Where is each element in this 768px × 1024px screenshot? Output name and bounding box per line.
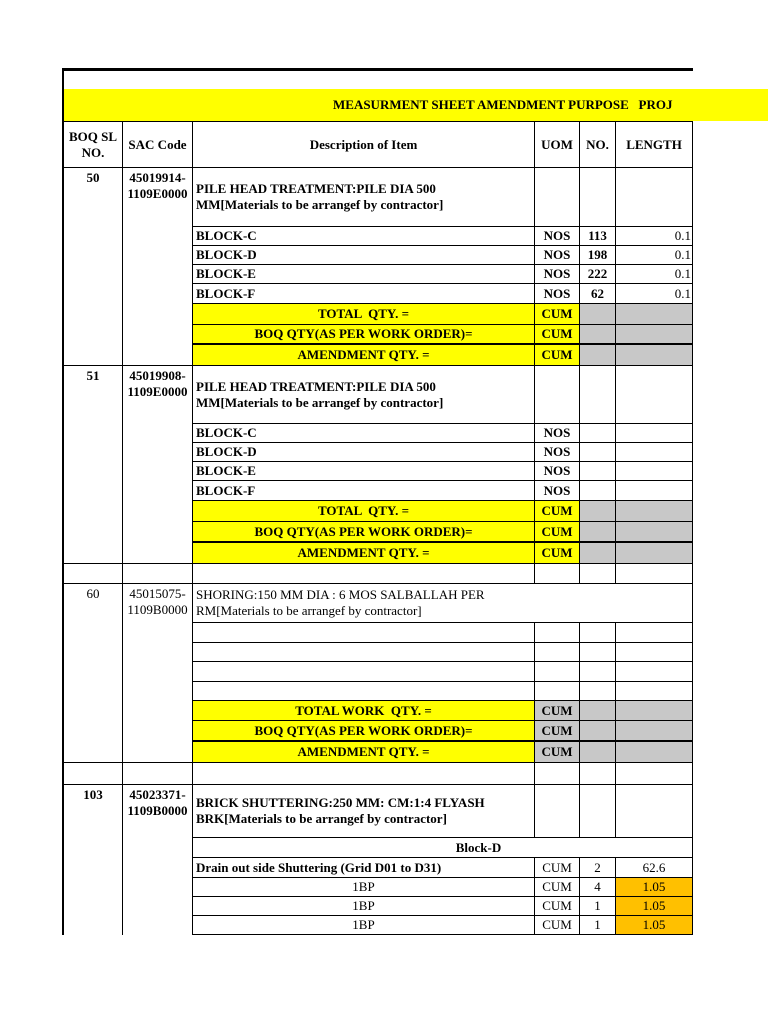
line-description-cell: 1BP [193, 897, 535, 916]
empty-cell [193, 662, 535, 682]
no-cell [580, 462, 616, 481]
empty-cell [580, 623, 616, 643]
summary-label-cell: BOQ QTY(AS PER WORK ORDER)= [193, 325, 535, 345]
empty-cell [616, 543, 693, 564]
empty-cell [616, 304, 693, 325]
boq-sl-no-cell: 51 [62, 366, 123, 564]
sac-code-cell: 45019914- 1109E0000 [123, 168, 193, 366]
summary-uom-cell: CUM [535, 325, 580, 345]
empty-cell [580, 304, 616, 325]
length-cell: 0.1 [616, 227, 693, 246]
uom-cell: CUM [535, 858, 580, 878]
summary-uom-cell: CUM [535, 543, 580, 564]
summary-label-cell: AMENDMENT QTY. = [193, 345, 535, 366]
empty-cell [616, 366, 693, 424]
empty-cell [580, 742, 616, 763]
summary-uom-cell: CUM [535, 721, 580, 742]
no-cell: 62 [580, 284, 616, 304]
empty-cell [535, 785, 580, 838]
length-cell [616, 462, 693, 481]
header-no: NO. [580, 121, 616, 168]
empty-cell [580, 701, 616, 721]
empty-cell [62, 763, 123, 785]
header-length: LENGTH [616, 121, 693, 168]
uom-cell: CUM [535, 916, 580, 935]
summary-uom-cell: CUM [535, 522, 580, 543]
empty-cell [616, 522, 693, 543]
empty-cell [616, 623, 693, 643]
header-uom: UOM [535, 121, 580, 168]
length-cell: 1.05 [616, 878, 693, 897]
summary-label-cell: AMENDMENT QTY. = [193, 543, 535, 564]
length-cell [616, 481, 693, 501]
empty-cell [616, 785, 693, 838]
line-description-cell: BLOCK-C [193, 227, 535, 246]
empty-cell [580, 522, 616, 543]
uom-cell: NOS [535, 462, 580, 481]
uom-cell: NOS [535, 424, 580, 443]
empty-cell [580, 721, 616, 742]
empty-cell [580, 345, 616, 366]
group-heading-cell: Block-D [193, 838, 693, 858]
line-description-cell: BLOCK-C [193, 424, 535, 443]
empty-cell [535, 564, 580, 584]
empty-cell [580, 763, 616, 785]
empty-cell [580, 785, 616, 838]
empty-cell [193, 643, 535, 662]
summary-uom-cell: CUM [535, 701, 580, 721]
empty-cell [616, 564, 693, 584]
empty-cell [616, 643, 693, 662]
line-description-cell: BLOCK-E [193, 265, 535, 284]
boq-sl-no-cell: 60 [62, 584, 123, 763]
empty-cell [193, 763, 535, 785]
uom-cell: CUM [535, 878, 580, 897]
empty-cell [616, 662, 693, 682]
item-description-cell: PILE HEAD TREATMENT:PILE DIA 500 MM[Materials to be arrangef by contractor] [193, 168, 535, 227]
header-description: Description of Item [193, 121, 535, 168]
length-cell: 1.05 [616, 897, 693, 916]
sheet-top-border [62, 68, 693, 89]
empty-cell [535, 168, 580, 227]
line-description-cell: BLOCK-E [193, 462, 535, 481]
empty-cell [535, 682, 580, 701]
line-description-cell: BLOCK-F [193, 284, 535, 304]
line-description-cell: 1BP [193, 878, 535, 897]
empty-cell [616, 325, 693, 345]
line-description-cell: Drain out side Shuttering (Grid D01 to D31) [193, 858, 535, 878]
empty-cell [580, 366, 616, 424]
line-description-cell: BLOCK-F [193, 481, 535, 501]
summary-label-cell: TOTAL QTY. = [193, 501, 535, 522]
empty-cell [193, 623, 535, 643]
summary-uom-cell: CUM [535, 742, 580, 763]
uom-cell: NOS [535, 265, 580, 284]
uom-cell: NOS [535, 284, 580, 304]
length-cell [616, 443, 693, 462]
item-description-cell: BRICK SHUTTERING:250 MM: CM:1:4 FLYASH BRK[Materials to be arrangef by contractor] [193, 785, 535, 838]
length-cell [616, 424, 693, 443]
item-description-cell: PILE HEAD TREATMENT:PILE DIA 500 MM[Materials to be arrangef by contractor] [193, 366, 535, 424]
summary-uom-cell: CUM [535, 345, 580, 366]
header-sac-code: SAC Code [123, 121, 193, 168]
empty-cell [123, 564, 193, 584]
empty-cell [62, 564, 123, 584]
empty-cell [616, 345, 693, 366]
empty-cell [535, 662, 580, 682]
length-cell: 62.6 [616, 858, 693, 878]
no-cell: 198 [580, 246, 616, 265]
length-cell: 1.05 [616, 916, 693, 935]
boq-sl-no-cell: 50 [62, 168, 123, 366]
empty-cell [580, 662, 616, 682]
no-cell: 1 [580, 897, 616, 916]
boq-sl-no-cell: 103 [62, 785, 123, 935]
line-description-cell: BLOCK-D [193, 443, 535, 462]
uom-cell: NOS [535, 227, 580, 246]
uom-cell: NOS [535, 481, 580, 501]
no-cell: 1 [580, 916, 616, 935]
empty-cell [535, 623, 580, 643]
uom-cell: NOS [535, 246, 580, 265]
empty-cell [616, 763, 693, 785]
no-cell: 2 [580, 858, 616, 878]
no-cell [580, 443, 616, 462]
summary-uom-cell: CUM [535, 501, 580, 522]
empty-cell [580, 543, 616, 564]
sac-code-cell: 45019908- 1109E0000 [123, 366, 193, 564]
empty-cell [616, 701, 693, 721]
empty-cell [616, 721, 693, 742]
uom-cell: CUM [535, 897, 580, 916]
empty-cell [580, 682, 616, 701]
no-cell [580, 481, 616, 501]
uom-cell: NOS [535, 443, 580, 462]
summary-uom-cell: CUM [535, 304, 580, 325]
empty-cell [580, 564, 616, 584]
empty-cell [580, 168, 616, 227]
no-cell: 222 [580, 265, 616, 284]
header-boq-sl-no: BOQ SL NO. [62, 121, 123, 168]
length-cell: 0.1 [616, 246, 693, 265]
empty-cell [193, 682, 535, 701]
no-cell: 113 [580, 227, 616, 246]
empty-cell [616, 742, 693, 763]
empty-cell [580, 501, 616, 522]
no-cell [580, 424, 616, 443]
item-description-cell: SHORING:150 MM DIA : 6 MOS SALBALLAH PER RM[Materials to be arrangef by contractor] [193, 584, 693, 623]
empty-cell [580, 643, 616, 662]
empty-cell [535, 763, 580, 785]
summary-label-cell: BOQ QTY(AS PER WORK ORDER)= [193, 522, 535, 543]
summary-label-cell: TOTAL WORK QTY. = [193, 701, 535, 721]
empty-cell [616, 501, 693, 522]
sac-code-cell: 45023371- 1109B0000 [123, 785, 193, 935]
empty-cell [535, 643, 580, 662]
empty-cell [616, 682, 693, 701]
summary-label-cell: BOQ QTY(AS PER WORK ORDER)= [193, 721, 535, 742]
line-description-cell: BLOCK-D [193, 246, 535, 265]
empty-cell [580, 325, 616, 345]
measurement-sheet-table [62, 121, 693, 935]
empty-cell [123, 763, 193, 785]
summary-label-cell: TOTAL QTY. = [193, 304, 535, 325]
empty-cell [193, 564, 535, 584]
empty-cell [616, 168, 693, 227]
no-cell: 4 [580, 878, 616, 897]
sheet-title: MEASURMENT SHEET AMENDMENT PURPOSE PROJ [333, 97, 673, 112]
length-cell: 0.1 [616, 265, 693, 284]
sheet-title-bar [62, 89, 768, 121]
summary-label-cell: AMENDMENT QTY. = [193, 742, 535, 763]
length-cell: 0.1 [616, 284, 693, 304]
line-description-cell: 1BP [193, 916, 535, 935]
sac-code-cell: 45015075- 1109B0000 [123, 584, 193, 763]
empty-cell [535, 366, 580, 424]
